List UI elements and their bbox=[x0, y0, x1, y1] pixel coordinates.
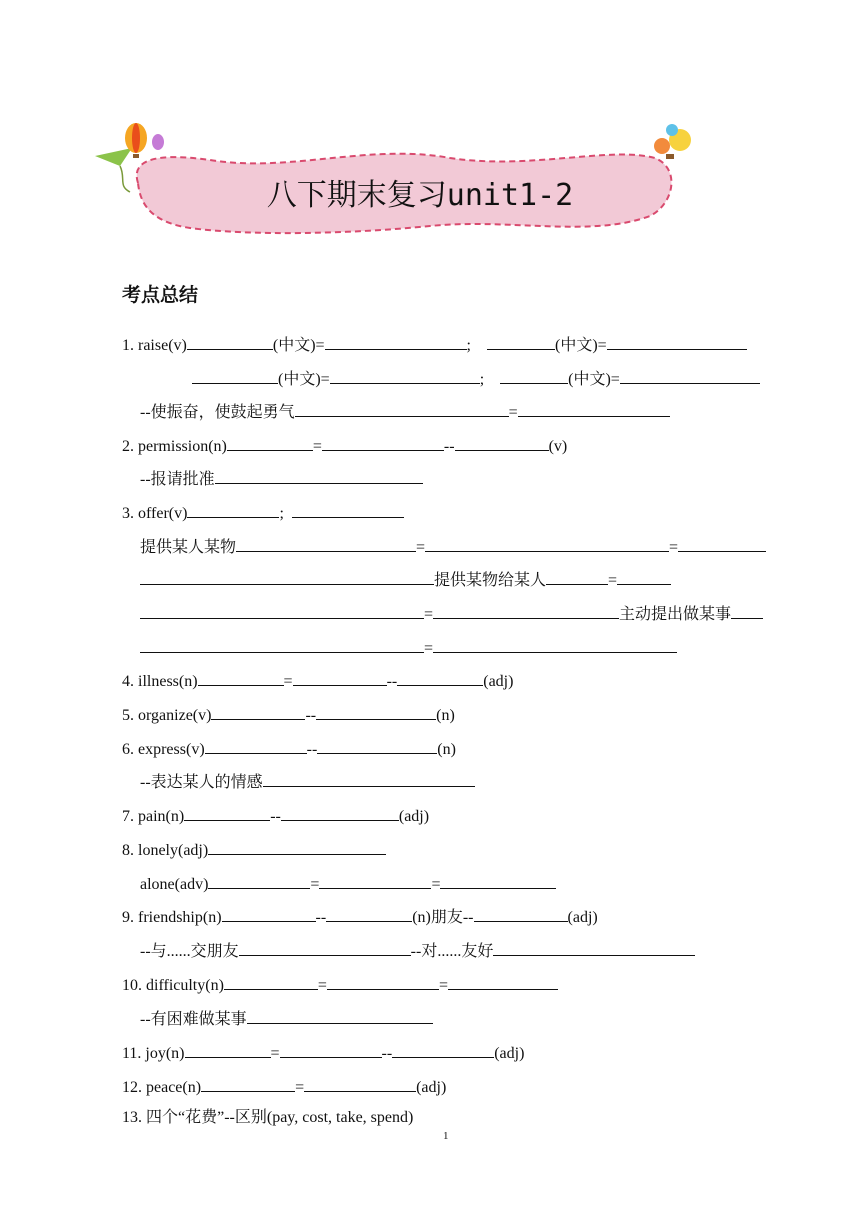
item-11-joy: 11. joy(n) = -- (adj) bbox=[122, 1041, 524, 1064]
item-3-phrase-2: 提供某物给某人 = bbox=[140, 568, 671, 591]
page-number: 1 bbox=[443, 1130, 449, 1142]
item-13-spend: 13. 四个“花费”--区别(pay, cost, take, spend) bbox=[122, 1109, 414, 1126]
item-3-phrase-1: 提供某人某物 = = bbox=[140, 535, 766, 558]
item-2-phrase: --报请批准 bbox=[140, 467, 423, 490]
item-1-phrase: --使振奋，使鼓起勇气 = bbox=[140, 400, 670, 423]
item-4-illness: 4. illness(n) = -- (adj) bbox=[122, 669, 513, 692]
item-8-lonely: 8. lonely(adj) bbox=[122, 838, 386, 861]
item-6-express: 6. express(v) -- (n) bbox=[122, 737, 456, 760]
page-title: 八下期末复习unit1-2 bbox=[266, 178, 574, 213]
item-5-organize: 5. organize(v) -- (n) bbox=[122, 703, 455, 726]
item-7-pain: 7. pain(n) -- (adj) bbox=[122, 804, 429, 827]
item-9-friendship: 9. friendship(n) -- (n)朋友-- (adj) bbox=[122, 905, 598, 928]
item-3-phrase-3: = 主动提出做某事 bbox=[140, 602, 763, 625]
item-9-phrase: --与......交朋友 --对......友好 bbox=[140, 939, 695, 962]
item-10-phrase: --有困难做某事 bbox=[140, 1007, 433, 1030]
item-1-raise: 1. raise(v) (中文)= ; (中文)= bbox=[122, 333, 747, 356]
section-heading: 考点总结 bbox=[122, 284, 199, 306]
item-3-offer: 3. offer(v) ; bbox=[122, 501, 404, 524]
item-10-difficulty: 10. difficulty(n) = = bbox=[122, 973, 558, 996]
balloon-icon-left bbox=[125, 123, 164, 158]
item-3-phrase-4: = bbox=[140, 636, 677, 659]
item-1-raise-cont: (中文)= ; (中文)= bbox=[192, 367, 760, 390]
item-8-alone: alone(adv) = = bbox=[140, 872, 556, 895]
item-6-phrase: --表达某人的情感 bbox=[140, 770, 475, 793]
item-2-permission: 2. permission(n) = -- (v) bbox=[122, 434, 567, 457]
item-12-peace: 12. peace(n) = (adj) bbox=[122, 1075, 446, 1098]
kite-icon bbox=[95, 148, 132, 192]
balloon-icon-right bbox=[654, 124, 691, 159]
